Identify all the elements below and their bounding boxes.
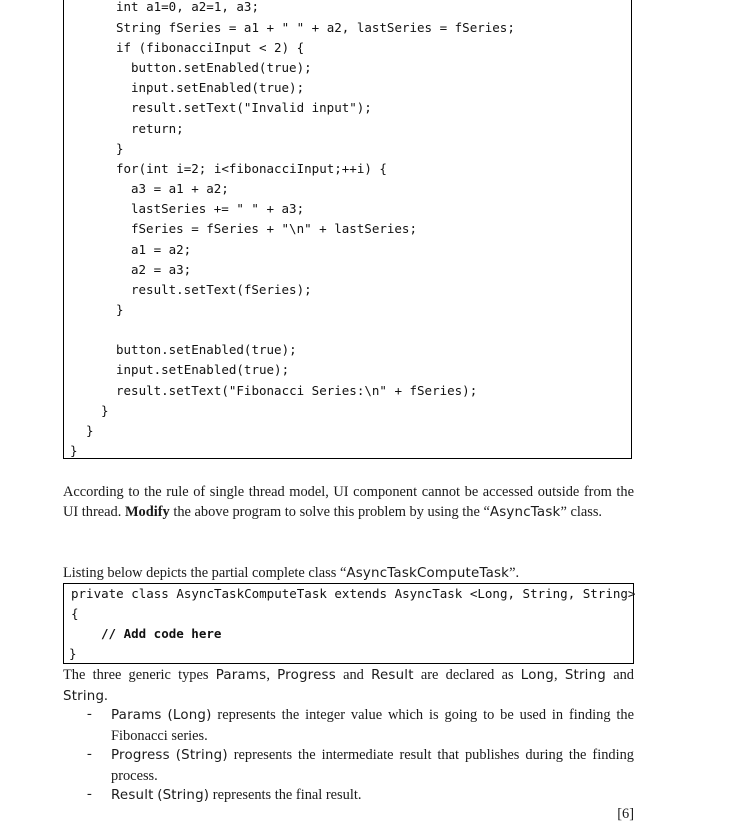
- code-line: return;: [131, 121, 184, 136]
- question-text: ” class.: [560, 504, 603, 520]
- code-line: if (fibonacciInput < 2) {: [116, 40, 305, 55]
- bullet-progress: [111, 745, 634, 786]
- class-declaration-line: private class AsyncTaskComputeTask extends AsyncTask <Long, String, String>: [71, 586, 636, 601]
- listing-intro: [63, 563, 634, 584]
- bullet-type: (String): [175, 748, 228, 763]
- generic-type: String: [63, 689, 105, 704]
- code-line: result.setText("Invalid input");: [131, 100, 372, 115]
- generic-name: Progress: [277, 668, 336, 683]
- code-line: for(int i=2; i<fibonacciInput;++i) {: [116, 161, 387, 176]
- bullet-description: represents the intermediate result that publishes during the finding process.: [111, 747, 634, 784]
- code-line: lastSeries += " " + a3;: [131, 201, 305, 216]
- bullet-result: [111, 785, 634, 806]
- generic-name: Params: [215, 668, 267, 683]
- generics-text: The three generic types: [63, 667, 216, 683]
- code-line: a2 = a3;: [131, 262, 192, 277]
- code-line: }: [69, 646, 77, 661]
- code-line: a3 = a1 + a2;: [131, 181, 229, 196]
- bullet-name: Result: [111, 788, 154, 803]
- generics-text: and: [605, 667, 634, 683]
- marks-label: [6]: [617, 806, 634, 822]
- question-paragraph: [63, 482, 634, 523]
- generic-type: Long: [520, 668, 554, 683]
- code-line: int a1=0, a2=1, a3;: [116, 0, 259, 14]
- listing-intro-text: Listing below depicts the partial complete class “: [63, 565, 347, 581]
- bullet-type: (Long): [167, 708, 212, 723]
- code-line: }: [116, 302, 124, 317]
- bullet-params: [111, 705, 634, 746]
- bullet-name: Params: [111, 708, 162, 723]
- code-line: }: [70, 443, 78, 458]
- bullet-dash: -: [87, 706, 92, 722]
- asynctask-class-name: AsyncTask: [489, 505, 561, 520]
- listing-intro-text: ”.: [509, 565, 520, 581]
- code-line: input.setEnabled(true);: [116, 362, 290, 377]
- code-line: result.setText(fSeries);: [131, 282, 312, 297]
- add-code-comment: // Add code here: [101, 626, 222, 641]
- code-line: button.setEnabled(true);: [116, 342, 297, 357]
- generics-text: ,: [554, 667, 565, 683]
- bullet-type: (String): [157, 788, 210, 803]
- bullet-dash: -: [87, 786, 92, 802]
- code-line: }: [101, 403, 109, 418]
- generic-name: Result: [371, 668, 414, 683]
- question-text: the above program to solve this problem by using the “: [169, 504, 490, 520]
- generics-paragraph: [63, 665, 634, 707]
- code-line: }: [86, 423, 94, 438]
- code-line: }: [116, 141, 124, 156]
- bullet-dash: -: [87, 746, 92, 762]
- generics-text: .: [104, 688, 108, 704]
- generics-text: ,: [266, 667, 278, 683]
- bullet-name: Progress: [111, 748, 170, 763]
- generic-type: String: [564, 668, 606, 683]
- bullet-description: represents the final result.: [209, 787, 362, 803]
- code-line: fSeries = fSeries + "\n" + lastSeries;: [131, 221, 417, 236]
- listing-class-name: AsyncTaskComputeTask: [346, 566, 510, 581]
- modify-keyword: Modify: [124, 504, 170, 520]
- code-line: result.setText("Fibonacci Series:\n" + fSeries);: [116, 383, 478, 398]
- code-line: button.setEnabled(true);: [131, 60, 312, 75]
- code-line: a1 = a2;: [131, 242, 192, 257]
- code-line: input.setEnabled(true);: [131, 80, 305, 95]
- generics-text: and: [335, 667, 372, 683]
- bullet-description: represents the integer value which is going to be used in finding the Fibonacci series.: [111, 707, 634, 744]
- code-line: String fSeries = a1 + " " + a2, lastSeries = fSeries;: [116, 20, 515, 35]
- generics-text: are declared as: [413, 667, 521, 683]
- code-line: {: [71, 606, 79, 621]
- question-text: According to the rule of single thread model, UI component cannot be accessed outside from the UI thread.: [63, 484, 634, 520]
